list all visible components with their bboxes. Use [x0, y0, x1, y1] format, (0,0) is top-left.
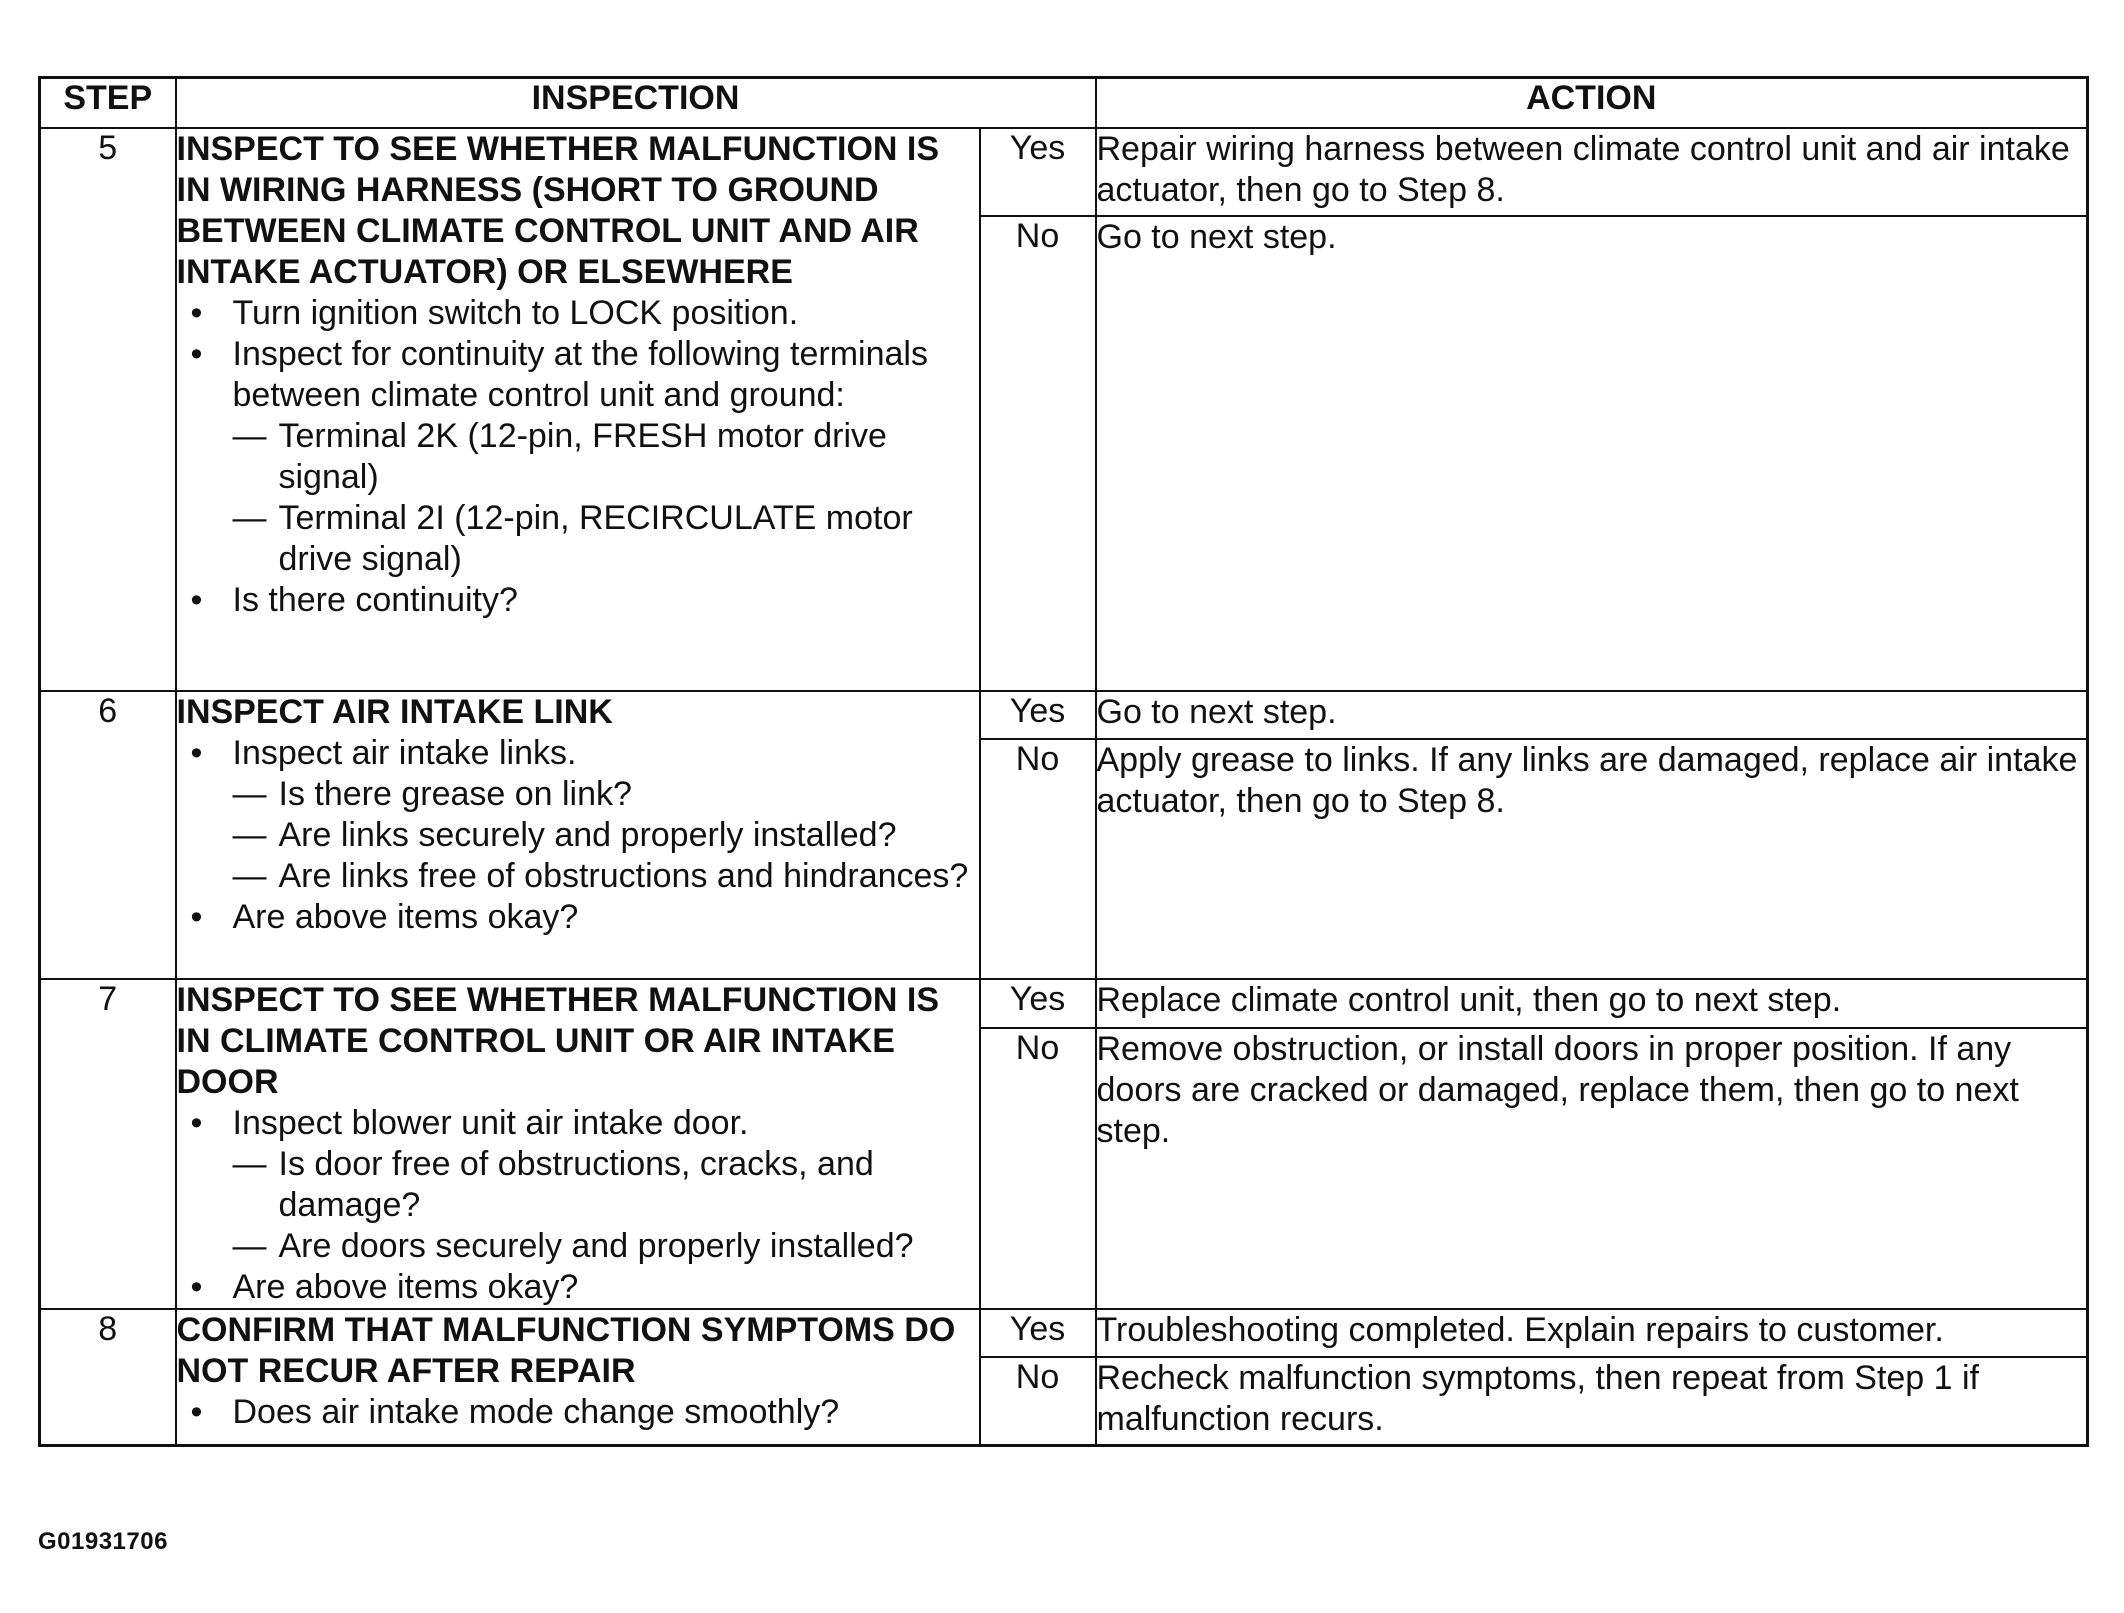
yes-action: Replace climate control unit, then go to next step.: [1096, 979, 2088, 1028]
sub-item-list: [233, 774, 979, 897]
troubleshooting-table: [38, 76, 2089, 1447]
step-row-yes: [40, 1309, 2088, 1357]
yes-label: Yes: [980, 979, 1096, 1028]
bullet-text: Inspect air intake links.: [232, 734, 577, 772]
step-row-yes: [40, 979, 2088, 1028]
no-label: No: [980, 1357, 1096, 1445]
sub-item: — Is there grease on link?: [233, 774, 979, 815]
yes-label: Yes: [980, 691, 1096, 739]
sub-item: — Terminal 2I (12-pin, RECIRCULATE motor drive signal): [233, 498, 979, 580]
bullet-text: Inspect blower unit air intake door.: [232, 1104, 749, 1142]
yes-label: Yes: [980, 128, 1096, 216]
sub-item: — Is door free of obstructions, cracks, and damage?: [233, 1144, 979, 1226]
inspection-bullets: [177, 733, 979, 938]
sub-item: — Are links free of obstructions and hindrances?: [233, 856, 979, 897]
sub-item-list: [233, 416, 979, 580]
inspection-title: INSPECT TO SEE WHETHER MALFUNCTION IS IN CLIMATE CONTROL UNIT OR AIR INTAKE DOOR: [176, 981, 940, 1101]
table-body: [40, 128, 2088, 1445]
yes-action: Troubleshooting completed. Explain repairs to customer.: [1096, 1309, 2088, 1357]
bullet-text: Inspect for continuity at the following terminals between climate control unit and ground:: [232, 335, 928, 414]
figure-id: G01931706: [38, 1528, 168, 1555]
inspection-title: INSPECT TO SEE WHETHER MALFUNCTION IS IN WIRING HARNESS (SHORT TO GROUND BETWEEN CLIMATE CONTROL UNIT AND AIR INTAKE ACTUATOR) OR ELSEWHERE: [176, 130, 940, 291]
inspection-cell: [176, 979, 980, 1309]
inspection-bullets: [177, 1392, 979, 1433]
inspection-bullets: [177, 1103, 979, 1308]
no-action: Recheck malfunction symptoms, then repeat from Step 1 if malfunction recurs.: [1096, 1357, 2088, 1445]
bullet-item: [177, 1103, 979, 1267]
bullet-item: [177, 733, 979, 897]
yes-action: Repair wiring harness between climate control unit and air intake actuator, then go to Step 8.: [1096, 128, 2088, 216]
inspection-cell: [176, 691, 980, 979]
bullet-item: [177, 897, 979, 938]
step-row-yes: [40, 691, 2088, 739]
yes-action: Go to next step.: [1096, 691, 2088, 739]
no-label: No: [980, 739, 1096, 979]
header-inspection: INSPECTION: [176, 78, 1096, 129]
sub-item: — Terminal 2K (12-pin, FRESH motor drive signal): [233, 416, 979, 498]
step-number: 8: [40, 1309, 176, 1445]
step-number: 5: [40, 128, 176, 691]
table-header-row: [40, 78, 2088, 129]
no-action: Remove obstruction, or install doors in proper position. If any doors are cracked or damaged, replace them, then go to next step.: [1096, 1028, 2088, 1309]
bullet-text: Turn ignition switch to LOCK position.: [232, 294, 799, 332]
inspection-title: INSPECT AIR INTAKE LINK: [176, 693, 613, 731]
no-label: No: [980, 1028, 1096, 1309]
no-label: No: [980, 216, 1096, 691]
sub-item-list: [233, 1144, 979, 1267]
header-step: STEP: [40, 78, 176, 129]
bullet-text: Are above items okay?: [232, 1268, 579, 1306]
no-action: Apply grease to links. If any links are damaged, replace air intake actuator, then go to Step 8.: [1096, 739, 2088, 979]
bullet-item: [177, 334, 979, 580]
header-action: ACTION: [1096, 78, 2088, 129]
sub-item: — Are doors securely and properly installed?: [233, 1226, 979, 1267]
bullet-item: [177, 1267, 979, 1308]
step-number: 7: [40, 979, 176, 1309]
no-action: Go to next step.: [1096, 216, 2088, 691]
inspection-cell: [176, 128, 980, 691]
yes-label: Yes: [980, 1309, 1096, 1357]
bullet-text: Are above items okay?: [232, 898, 579, 936]
step-row-yes: [40, 128, 2088, 216]
bullet-item: [177, 580, 979, 621]
sub-item: — Are links securely and properly installed?: [233, 815, 979, 856]
step-number: 6: [40, 691, 176, 979]
bullet-text: Is there continuity?: [232, 581, 518, 619]
inspection-bullets: [177, 293, 979, 621]
bullet-item: [177, 1392, 979, 1433]
inspection-title: CONFIRM THAT MALFUNCTION SYMPTOMS DO NOT RECUR AFTER REPAIR: [176, 1311, 956, 1390]
inspection-cell: [176, 1309, 980, 1445]
bullet-item: [177, 293, 979, 334]
bullet-text: Does air intake mode change smoothly?: [232, 1393, 840, 1431]
